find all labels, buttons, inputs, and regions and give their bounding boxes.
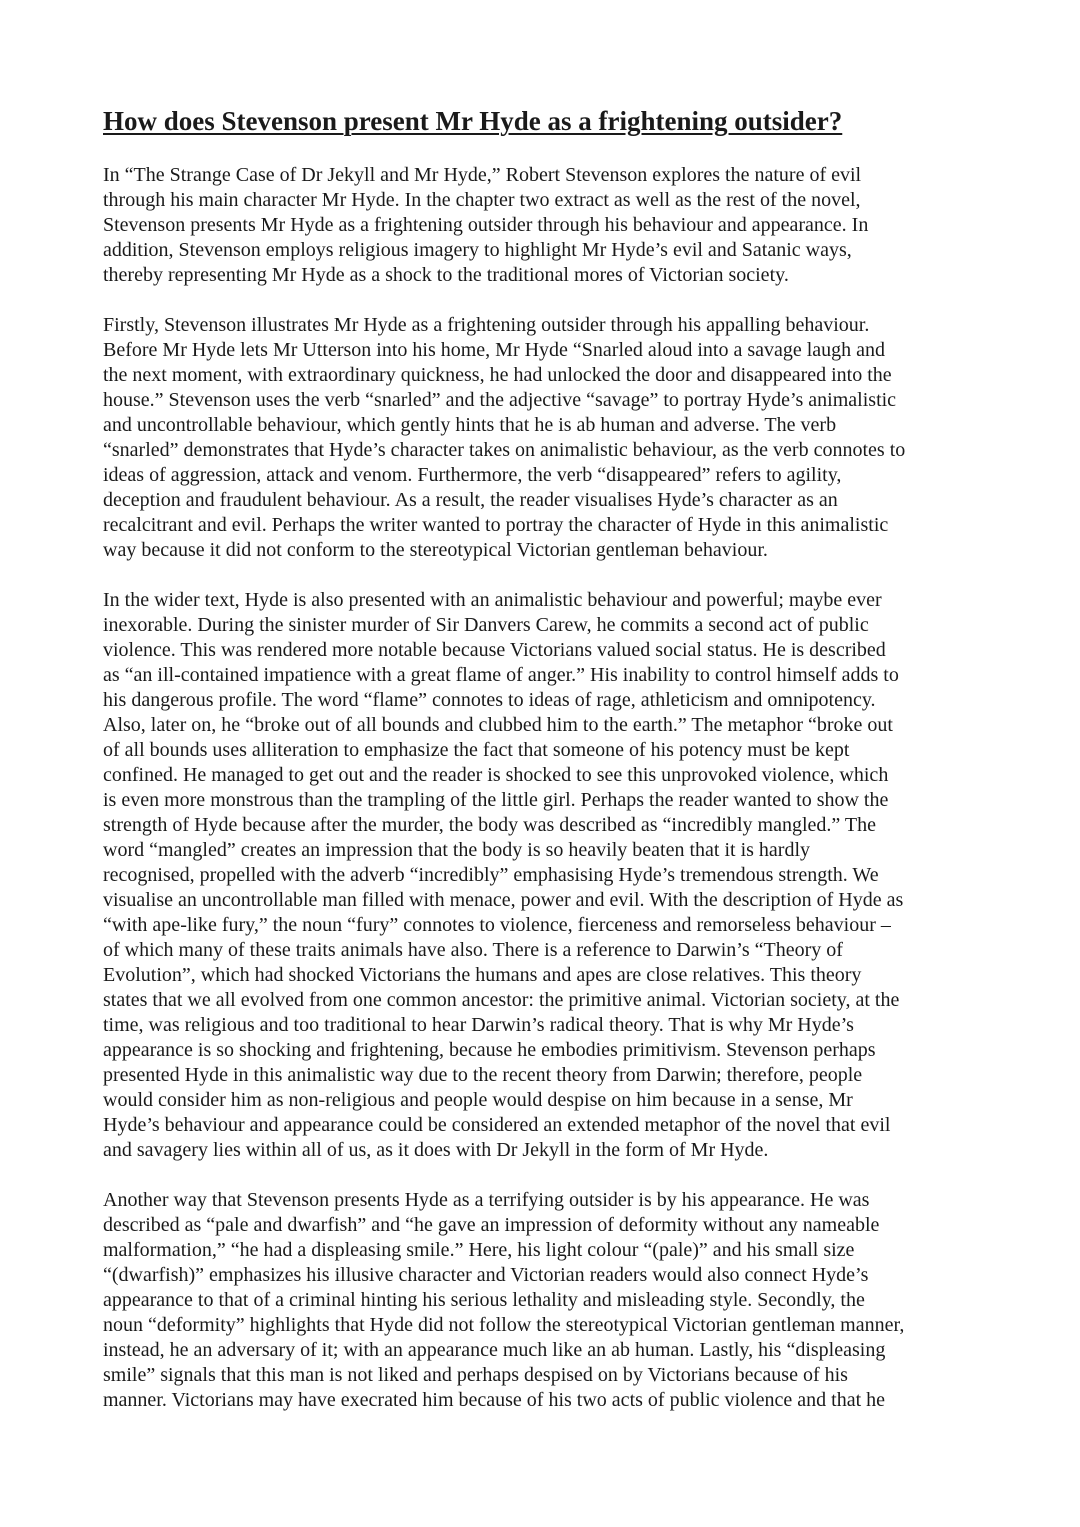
text-line: through his main character Mr Hyde. In the chapter two extract as well as the rest of the novel, (103, 189, 861, 211)
text-line: addition, Stevenson employs religious imagery to highlight Mr Hyde’s evil and Satanic ways, (103, 239, 852, 261)
text-line: recognised, propelled with the adverb “incredibly” emphasising Hyde’s tremendous strength. We (103, 864, 879, 886)
text-line: strength of Hyde because after the murder, the body was described as “incredibly mangled.” The (103, 814, 876, 836)
text-line: of all bounds uses alliteration to emphasize the fact that someone of his potency must be kept (103, 739, 850, 761)
text-line: of which many of these traits animals have also. There is a reference to Darwin’s “Theory of (103, 939, 843, 961)
text-line: recalcitrant and evil. Perhaps the writer wanted to portray the character of Hyde in this animalistic (103, 514, 889, 536)
text-line: Also, later on, he “broke out of all bounds and clubbed him to the earth.” The metaphor “broke out (103, 714, 893, 736)
document-page (103, 104, 993, 1438)
document-body (103, 163, 993, 1413)
text-line: violence. This was rendered more notable because Victorians valued social status. He is described (103, 639, 886, 661)
paragraph (103, 163, 993, 288)
text-line: malformation,” “he had a displeasing smile.” Here, his light colour “(pale)” and his small size (103, 1239, 855, 1261)
text-line: house.” Stevenson uses the verb “snarled” and the adjective “savage” to portray Hyde’s animalistic (103, 389, 897, 411)
text-line: time, was religious and too traditional to hear Darwin’s radical theory. That is why Mr Hyde’s (103, 1014, 854, 1036)
text-line: and uncontrollable behaviour, which gently hints that he is ab human and adverse. The verb (103, 414, 837, 436)
text-line: is even more monstrous than the trampling of the little girl. Perhaps the reader wanted to show the (103, 789, 889, 811)
text-line: appearance is so shocking and frightening, because he embodies primitivism. Stevenson perhaps (103, 1039, 876, 1061)
text-line: Hyde’s behaviour and appearance could be considered an extended metaphor of the novel that evil (103, 1114, 891, 1136)
text-line: confined. He managed to get out and the reader is shocked to see this unprovoked violence, which (103, 764, 889, 786)
text-line: Evolution”, which had shocked Victorians the humans and apes are close relatives. This theory (103, 964, 862, 986)
text-line: thereby representing Mr Hyde as a shock to the traditional mores of Victorian society. (103, 264, 789, 286)
paragraph (103, 313, 993, 563)
paragraph (103, 1188, 993, 1413)
text-line: way because it did not conform to the stereotypical Victorian gentleman behaviour. (103, 539, 768, 561)
text-line: smile” signals that this man is not liked and perhaps despised on by Victorians because of his (103, 1364, 848, 1386)
text-line: “with ape-like fury,” the noun “fury” connotes to violence, fierceness and remorseless behaviour – (103, 914, 891, 936)
text-line: the next moment, with extraordinary quickness, he had unlocked the door and disappeared into the (103, 364, 892, 386)
text-line: as “an ill-contained impatience with a great flame of anger.” His inability to control himself adds to (103, 664, 899, 686)
text-line: Another way that Stevenson presents Hyde as a terrifying outsider is by his appearance. He was (103, 1189, 870, 1211)
text-line: would consider him as non-religious and people would despise on him because in a sense, Mr (103, 1089, 853, 1111)
text-line: visualise an uncontrollable man filled with menace, power and evil. With the description of Hyde as (103, 889, 904, 911)
text-line: presented Hyde in this animalistic way due to the recent theory from Darwin; therefore, people (103, 1064, 863, 1086)
text-line: noun “deformity” highlights that Hyde did not follow the stereotypical Victorian gentleman manner, (103, 1314, 905, 1336)
text-line: inexorable. During the sinister murder of Sir Danvers Carew, he commits a second act of public (103, 614, 869, 636)
text-line: word “mangled” creates an impression that the body is so heavily beaten that it is hardly (103, 839, 811, 861)
text-line: In “The Strange Case of Dr Jekyll and Mr Hyde,” Robert Stevenson explores the nature of evil (103, 164, 862, 186)
text-line: states that we all evolved from one common ancestor: the primitive animal. Victorian society, at the (103, 989, 900, 1011)
text-line: ideas of aggression, attack and venom. Furthermore, the verb “disappeared” refers to agility, (103, 464, 842, 486)
text-line: appearance to that of a criminal hinting his serious lethality and misleading style. Secondly, the (103, 1289, 865, 1311)
text-line: deception and fraudulent behaviour. As a result, the reader visualises Hyde’s character as an (103, 489, 838, 511)
text-line: described as “pale and dwarfish” and “he gave an impression of deformity without any nameable (103, 1214, 880, 1236)
text-line: his dangerous profile. The word “flame” connotes to ideas of rage, athleticism and omnipotency. (103, 689, 876, 711)
text-line: Stevenson presents Mr Hyde as a frightening outsider through his behaviour and appearance. In (103, 214, 869, 236)
text-line: In the wider text, Hyde is also presented with an animalistic behaviour and powerful; maybe ever (103, 589, 882, 611)
text-line: manner. Victorians may have execrated him because of his two acts of public violence and that he (103, 1389, 886, 1411)
text-line: Firstly, Stevenson illustrates Mr Hyde as a frightening outsider through his appalling behaviour. (103, 314, 870, 336)
text-line: Before Mr Hyde lets Mr Utterson into his home, Mr Hyde “Snarled aloud into a savage laugh and (103, 339, 886, 361)
text-line: instead, he an adversary of it; with an appearance much like an ab human. Lastly, his “displeasing (103, 1339, 886, 1361)
text-line: and savagery lies within all of us, as it does with Dr Jekyll in the form of Mr Hyde. (103, 1139, 769, 1161)
paragraph (103, 588, 993, 1163)
text-line: “(dwarfish)” emphasizes his illusive character and Victorian readers would also connect Hyde’s (103, 1264, 869, 1286)
text-line: “snarled” demonstrates that Hyde’s character takes on animalistic behaviour, as the verb connotes to (103, 439, 906, 461)
document-title: How does Stevenson present Mr Hyde as a frightening outsider? (103, 106, 843, 136)
